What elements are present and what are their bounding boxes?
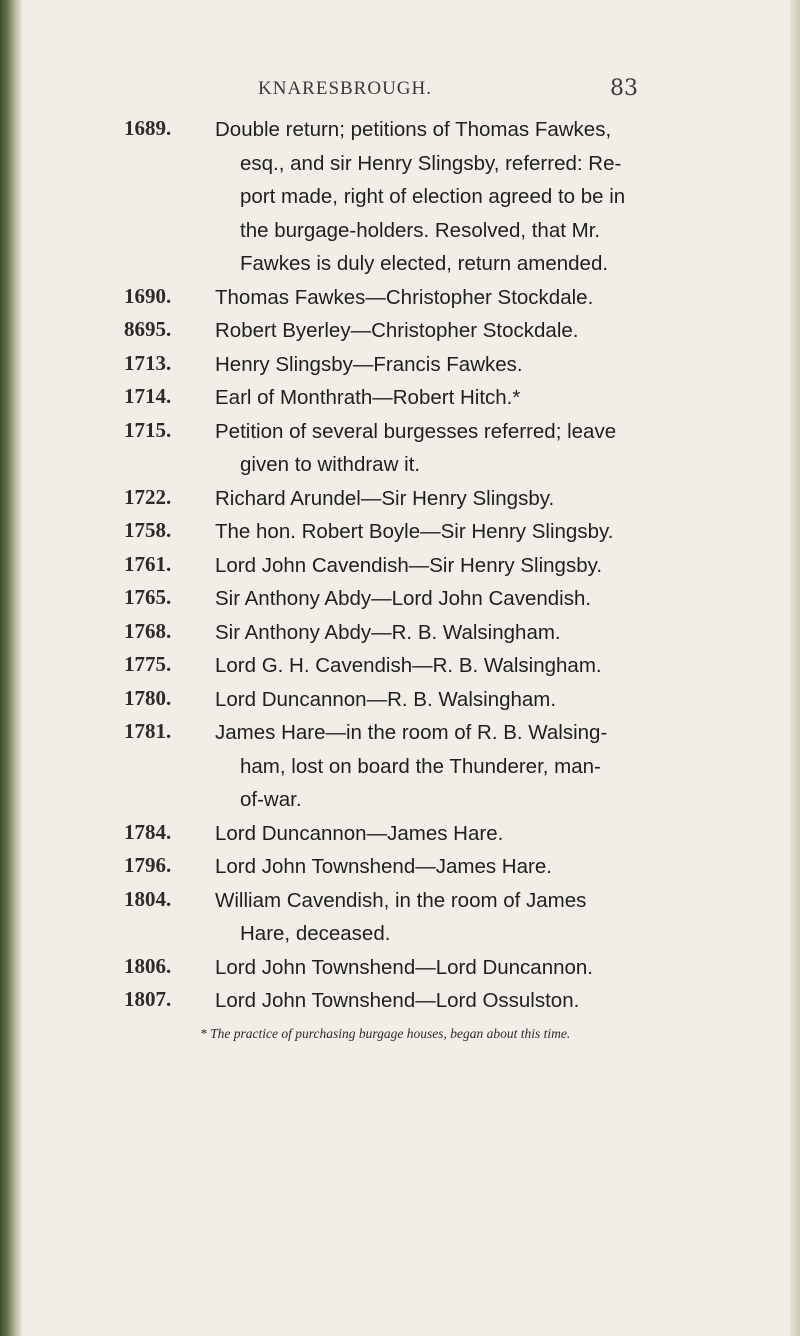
footnote: * The practice of purchasing burgage houses, began about this time. — [200, 1026, 571, 1041]
entry-year: 1715. — [124, 417, 172, 442]
entry-year: 8695. — [124, 317, 172, 341]
entry-text — [215, 515, 655, 549]
entry-year: 1758. — [124, 518, 172, 542]
entry-text — [215, 884, 655, 951]
entry-text — [215, 348, 655, 382]
entry-text — [215, 616, 655, 650]
entry-text — [215, 482, 655, 516]
entry-year: 1722. — [124, 484, 172, 509]
entry-line: Lord John Cavendish—Sir Henry Slingsby. — [215, 553, 603, 577]
entry-line: given to withdraw it. — [240, 453, 421, 476]
entry-line: ham, lost on board the Thunderer, man- — [240, 754, 601, 778]
entry-line: Sir Anthony Abdy—Lord John Cavendish. — [215, 587, 592, 610]
entry-year: 1781. — [124, 719, 172, 743]
entry-line: Robert Byerley—Christopher Stockdale. — [215, 319, 579, 342]
entry-line: Lord G. H. Cavendish—R. B. Walsingham. — [215, 654, 602, 677]
page-number: 83 — [610, 76, 638, 101]
entry-line: the burgage-holders. Resolved, that Mr. — [240, 218, 601, 242]
entry-year: 1784. — [124, 819, 172, 844]
entry-year: 1768. — [124, 618, 172, 643]
entry-text — [215, 649, 655, 683]
entry-year: 1761. — [124, 551, 172, 576]
entry-text — [215, 381, 655, 415]
entry-line: The hon. Robert Boyle—Sir Henry Slingsby. — [215, 520, 614, 543]
entry-line: William Cavendish, in the room of James — [215, 888, 587, 912]
entry-text — [215, 113, 655, 281]
entry-text — [215, 683, 655, 717]
entry-line: James Hare—in the room of R. B. Walsing- — [215, 721, 608, 744]
page-binding-edge — [0, 0, 22, 1336]
entry-text — [215, 415, 655, 482]
entry-line: esq., and sir Henry Slingsby, referred: Re- — [240, 151, 622, 175]
entry-line: Lord John Townshend—James Hare. — [215, 855, 552, 878]
entry-line: Lord Duncannon—James Hare. — [215, 821, 504, 845]
entry-year: 1807. — [124, 987, 172, 1011]
entry-text — [215, 582, 655, 616]
entry-line: Lord Duncannon—R. B. Walsingham. — [215, 687, 557, 711]
entry-year: 1780. — [124, 685, 172, 710]
entry-text — [215, 850, 655, 884]
entry-line: Lord John Townshend—Lord Ossulston. — [215, 989, 580, 1012]
entry-line: Fawkes is duly elected, return amended. — [240, 252, 609, 275]
entry-line: Thomas Fawkes—Christopher Stockdale. — [215, 285, 594, 309]
entry-text — [215, 951, 655, 985]
entry-line: Earl of Monthrath—Robert Hitch.* — [215, 386, 521, 409]
entry-line: Lord John Townshend—Lord Duncannon. — [215, 955, 593, 979]
page-right-edge — [790, 0, 800, 1336]
entry-year: 1689. — [124, 116, 172, 140]
entry-year: 1806. — [124, 953, 172, 978]
entry-line: Henry Slingsby—Francis Fawkes. — [215, 352, 523, 376]
entry-year: 1775. — [124, 652, 172, 676]
entry-line: of-war. — [240, 788, 302, 811]
entry-text — [215, 984, 655, 1018]
header-title: KNARESBROUGH. — [258, 78, 432, 99]
entry-year: 1713. — [124, 350, 172, 375]
entry-text — [215, 281, 655, 315]
entry-line: Sir Anthony Abdy—R. B. Walsingham. — [215, 620, 561, 644]
entry-text — [215, 817, 655, 851]
entry-year: 1804. — [124, 886, 172, 911]
entry-year: 1690. — [124, 283, 172, 308]
entry-year: 1765. — [124, 585, 172, 609]
entry-line: port made, right of election agreed to be in — [240, 185, 626, 208]
entry-line: Hare, deceased. — [240, 922, 391, 945]
entry-text — [215, 549, 655, 583]
entry-line: Double return; petitions of Thomas Fawkes, — [215, 118, 612, 141]
entry-line: Richard Arundel—Sir Henry Slingsby. — [215, 486, 555, 510]
entry-text — [215, 314, 655, 348]
entry-year: 1714. — [124, 384, 172, 408]
entry-year: 1796. — [124, 853, 172, 877]
entry-text — [215, 716, 655, 817]
entry-line: Petition of several burgesses referred; leave — [215, 419, 617, 443]
